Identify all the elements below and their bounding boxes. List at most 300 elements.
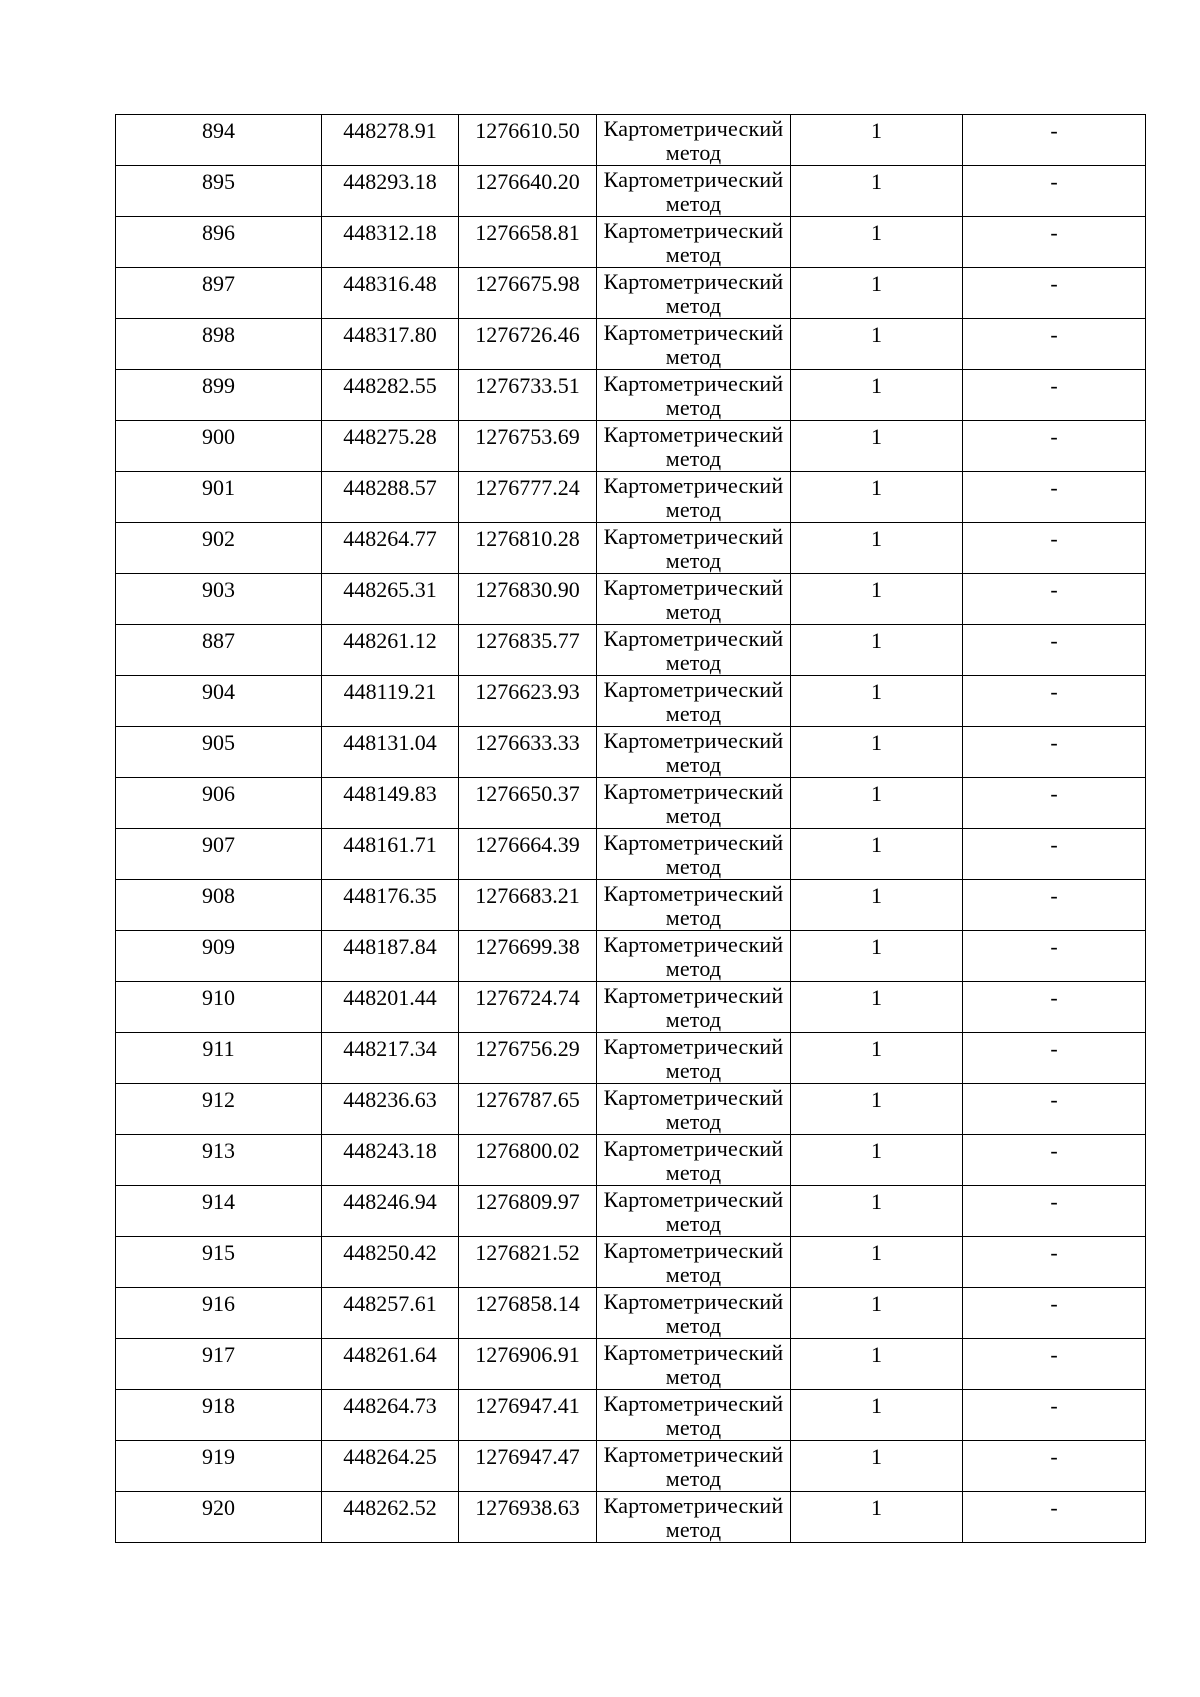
x-coordinate-cell (322, 625, 459, 676)
y-coordinate-cell-text: 1276726.46 (475, 322, 580, 347)
x-coordinate-cell (322, 1135, 459, 1186)
point-number-cell (116, 1084, 322, 1135)
x-coordinate-cell-text: 448119.21 (343, 679, 437, 704)
point-number-cell-text: 900 (202, 424, 235, 449)
y-coordinate-cell (459, 1492, 597, 1543)
note-cell-text: - (1050, 577, 1058, 602)
point-number-cell-text: 894 (202, 118, 235, 143)
x-coordinate-cell-text: 448176.35 (343, 883, 437, 908)
x-coordinate-cell-text: 448264.25 (343, 1444, 437, 1469)
note-cell (963, 370, 1146, 421)
note-cell-text: - (1050, 883, 1058, 908)
x-coordinate-cell-text: 448282.55 (343, 373, 437, 398)
y-coordinate-cell (459, 778, 597, 829)
note-cell-text: - (1050, 1291, 1058, 1316)
x-coordinate-cell (322, 1390, 459, 1441)
method-cell-text: Картометрический метод (603, 677, 784, 726)
point-number-cell-text: 906 (202, 781, 235, 806)
note-cell (963, 115, 1146, 166)
point-number-cell (116, 931, 322, 982)
y-coordinate-cell-text: 1276809.97 (475, 1189, 580, 1214)
point-number-cell-text: 904 (202, 679, 235, 704)
method-cell-text: Картометрический метод (603, 779, 784, 828)
x-coordinate-cell-text: 448265.31 (343, 577, 437, 602)
point-number-cell-text: 919 (202, 1444, 235, 1469)
y-coordinate-cell-text: 1276858.14 (475, 1291, 580, 1316)
table-row (116, 982, 1146, 1033)
note-cell (963, 982, 1146, 1033)
note-cell-text: - (1050, 118, 1058, 143)
method-cell-text: Картометрический метод (603, 371, 784, 420)
accuracy-cell-text: 1 (871, 526, 882, 551)
note-cell (963, 1033, 1146, 1084)
note-cell-text: - (1050, 1495, 1058, 1520)
method-cell (597, 625, 791, 676)
point-number-cell-text: 901 (202, 475, 235, 500)
accuracy-cell (791, 1084, 963, 1135)
note-cell (963, 166, 1146, 217)
y-coordinate-cell-text: 1276947.47 (475, 1444, 580, 1469)
x-coordinate-cell-text: 448250.42 (343, 1240, 437, 1265)
y-coordinate-cell (459, 1084, 597, 1135)
y-coordinate-cell (459, 982, 597, 1033)
x-coordinate-cell (322, 370, 459, 421)
method-cell (597, 1390, 791, 1441)
note-cell (963, 829, 1146, 880)
accuracy-cell-text: 1 (871, 271, 882, 296)
x-coordinate-cell (322, 727, 459, 778)
method-cell-text: Картометрический метод (603, 422, 784, 471)
table-row (116, 727, 1146, 778)
y-coordinate-cell-text: 1276830.90 (475, 577, 580, 602)
y-coordinate-cell (459, 1441, 597, 1492)
method-cell-text: Картометрический метод (603, 881, 784, 930)
point-number-cell (116, 625, 322, 676)
y-coordinate-cell (459, 1339, 597, 1390)
x-coordinate-cell-text: 448246.94 (343, 1189, 437, 1214)
y-coordinate-cell (459, 319, 597, 370)
y-coordinate-cell-text: 1276821.52 (475, 1240, 580, 1265)
note-cell (963, 778, 1146, 829)
x-coordinate-cell-text: 448131.04 (343, 730, 437, 755)
table-row (116, 676, 1146, 727)
x-coordinate-cell-text: 448149.83 (343, 781, 437, 806)
point-number-cell (116, 370, 322, 421)
accuracy-cell (791, 625, 963, 676)
method-cell (597, 880, 791, 931)
x-coordinate-cell (322, 1492, 459, 1543)
accuracy-cell-text: 1 (871, 628, 882, 653)
accuracy-cell-text: 1 (871, 730, 882, 755)
note-cell (963, 1186, 1146, 1237)
y-coordinate-cell-text: 1276683.21 (475, 883, 580, 908)
note-cell-text: - (1050, 1444, 1058, 1469)
method-cell-text: Картометрический метод (603, 983, 784, 1032)
note-cell-text: - (1050, 934, 1058, 959)
method-cell-text: Картометрический метод (603, 830, 784, 879)
table-row (116, 1033, 1146, 1084)
note-cell (963, 1441, 1146, 1492)
method-cell-text: Картометрический метод (603, 1340, 784, 1389)
point-number-cell-text: 908 (202, 883, 235, 908)
accuracy-cell (791, 370, 963, 421)
note-cell (963, 1084, 1146, 1135)
accuracy-cell-text: 1 (871, 322, 882, 347)
method-cell (597, 472, 791, 523)
method-cell (597, 982, 791, 1033)
point-number-cell-text: 915 (202, 1240, 235, 1265)
x-coordinate-cell (322, 778, 459, 829)
method-cell (597, 1084, 791, 1135)
table-row (116, 1135, 1146, 1186)
point-number-cell-text: 920 (202, 1495, 235, 1520)
x-coordinate-cell (322, 1288, 459, 1339)
point-number-cell-text: 910 (202, 985, 235, 1010)
point-number-cell (116, 1237, 322, 1288)
y-coordinate-cell-text: 1276756.29 (475, 1036, 580, 1061)
method-cell-text: Картометрический метод (603, 575, 784, 624)
point-number-cell (116, 1186, 322, 1237)
note-cell-text: - (1050, 475, 1058, 500)
accuracy-cell (791, 472, 963, 523)
method-cell (597, 1186, 791, 1237)
note-cell-text: - (1050, 985, 1058, 1010)
y-coordinate-cell (459, 217, 597, 268)
method-cell (597, 727, 791, 778)
y-coordinate-cell (459, 115, 597, 166)
point-number-cell (116, 829, 322, 880)
x-coordinate-cell (322, 319, 459, 370)
accuracy-cell-text: 1 (871, 1240, 882, 1265)
table-row (116, 1339, 1146, 1390)
method-cell (597, 421, 791, 472)
point-number-cell-text: 914 (202, 1189, 235, 1214)
coordinates-table (115, 114, 1146, 1543)
y-coordinate-cell-text: 1276650.37 (475, 781, 580, 806)
note-cell (963, 727, 1146, 778)
x-coordinate-cell (322, 1084, 459, 1135)
accuracy-cell (791, 421, 963, 472)
table-row (116, 625, 1146, 676)
point-number-cell-text: 898 (202, 322, 235, 347)
x-coordinate-cell (322, 574, 459, 625)
accuracy-cell (791, 931, 963, 982)
point-number-cell (116, 523, 322, 574)
accuracy-cell-text: 1 (871, 934, 882, 959)
x-coordinate-cell-text: 448217.34 (343, 1036, 437, 1061)
table-row (116, 778, 1146, 829)
point-number-cell (116, 319, 322, 370)
x-coordinate-cell-text: 448288.57 (343, 475, 437, 500)
method-cell-text: Картометрический метод (603, 116, 784, 165)
note-cell-text: - (1050, 1189, 1058, 1214)
point-number-cell (116, 421, 322, 472)
method-cell (597, 115, 791, 166)
note-cell (963, 1135, 1146, 1186)
point-number-cell-text: 913 (202, 1138, 235, 1163)
y-coordinate-cell (459, 676, 597, 727)
method-cell (597, 1135, 791, 1186)
accuracy-cell-text: 1 (871, 577, 882, 602)
y-coordinate-cell (459, 166, 597, 217)
x-coordinate-cell (322, 676, 459, 727)
x-coordinate-cell-text: 448236.63 (343, 1087, 437, 1112)
point-number-cell-text: 896 (202, 220, 235, 245)
x-coordinate-cell-text: 448187.84 (343, 934, 437, 959)
x-coordinate-cell (322, 115, 459, 166)
point-number-cell-text: 916 (202, 1291, 235, 1316)
accuracy-cell (791, 574, 963, 625)
note-cell-text: - (1050, 832, 1058, 857)
x-coordinate-cell (322, 829, 459, 880)
accuracy-cell (791, 676, 963, 727)
method-cell-text: Картометрический метод (603, 1289, 784, 1338)
y-coordinate-cell (459, 1135, 597, 1186)
method-cell-text: Картометрический метод (603, 1187, 784, 1236)
note-cell-text: - (1050, 1138, 1058, 1163)
table-row (116, 217, 1146, 268)
accuracy-cell-text: 1 (871, 475, 882, 500)
note-cell-text: - (1050, 730, 1058, 755)
table-row (116, 931, 1146, 982)
x-coordinate-cell-text: 448293.18 (343, 169, 437, 194)
note-cell (963, 217, 1146, 268)
x-coordinate-cell-text: 448262.52 (343, 1495, 437, 1520)
accuracy-cell (791, 829, 963, 880)
point-number-cell (116, 217, 322, 268)
method-cell (597, 268, 791, 319)
table-row (116, 115, 1146, 166)
method-cell (597, 1237, 791, 1288)
note-cell (963, 472, 1146, 523)
y-coordinate-cell-text: 1276777.24 (475, 475, 580, 500)
x-coordinate-cell-text: 448261.12 (343, 628, 437, 653)
x-coordinate-cell (322, 880, 459, 931)
x-coordinate-cell (322, 523, 459, 574)
accuracy-cell (791, 778, 963, 829)
note-cell (963, 1492, 1146, 1543)
accuracy-cell-text: 1 (871, 832, 882, 857)
point-number-cell-text: 899 (202, 373, 235, 398)
note-cell-text: - (1050, 679, 1058, 704)
accuracy-cell (791, 982, 963, 1033)
note-cell (963, 421, 1146, 472)
y-coordinate-cell-text: 1276787.65 (475, 1087, 580, 1112)
accuracy-cell-text: 1 (871, 781, 882, 806)
y-coordinate-cell-text: 1276640.20 (475, 169, 580, 194)
accuracy-cell (791, 1441, 963, 1492)
table-row (116, 523, 1146, 574)
method-cell-text: Картометрический метод (603, 1442, 784, 1491)
y-coordinate-cell-text: 1276835.77 (475, 628, 580, 653)
accuracy-cell-text: 1 (871, 1036, 882, 1061)
method-cell (597, 1033, 791, 1084)
note-cell-text: - (1050, 169, 1058, 194)
y-coordinate-cell-text: 1276610.50 (475, 118, 580, 143)
accuracy-cell-text: 1 (871, 883, 882, 908)
accuracy-cell (791, 217, 963, 268)
point-number-cell-text: 911 (202, 1036, 235, 1061)
table-row (116, 319, 1146, 370)
table-row (116, 1288, 1146, 1339)
accuracy-cell (791, 115, 963, 166)
x-coordinate-cell (322, 982, 459, 1033)
method-cell-text: Картометрический метод (603, 320, 784, 369)
accuracy-cell-text: 1 (871, 169, 882, 194)
x-coordinate-cell-text: 448264.77 (343, 526, 437, 551)
y-coordinate-cell-text: 1276938.63 (475, 1495, 580, 1520)
note-cell-text: - (1050, 1087, 1058, 1112)
note-cell (963, 1339, 1146, 1390)
accuracy-cell (791, 880, 963, 931)
point-number-cell-text: 918 (202, 1393, 235, 1418)
y-coordinate-cell-text: 1276733.51 (475, 373, 580, 398)
method-cell (597, 829, 791, 880)
note-cell (963, 676, 1146, 727)
accuracy-cell-text: 1 (871, 1393, 882, 1418)
y-coordinate-cell (459, 472, 597, 523)
note-cell (963, 319, 1146, 370)
method-cell (597, 166, 791, 217)
accuracy-cell (791, 1135, 963, 1186)
point-number-cell-text: 905 (202, 730, 235, 755)
table-row (116, 1492, 1146, 1543)
y-coordinate-cell-text: 1276906.91 (475, 1342, 580, 1367)
point-number-cell (116, 778, 322, 829)
x-coordinate-cell-text: 448316.48 (343, 271, 437, 296)
point-number-cell-text: 909 (202, 934, 235, 959)
method-cell-text: Картометрический метод (603, 1136, 784, 1185)
y-coordinate-cell-text: 1276675.98 (475, 271, 580, 296)
accuracy-cell-text: 1 (871, 985, 882, 1010)
point-number-cell (116, 115, 322, 166)
method-cell-text: Картометрический метод (603, 1085, 784, 1134)
x-coordinate-cell (322, 472, 459, 523)
y-coordinate-cell (459, 829, 597, 880)
accuracy-cell-text: 1 (871, 1087, 882, 1112)
point-number-cell-text: 917 (202, 1342, 235, 1367)
y-coordinate-cell-text: 1276724.74 (475, 985, 580, 1010)
point-number-cell (116, 1135, 322, 1186)
note-cell (963, 574, 1146, 625)
method-cell (597, 1492, 791, 1543)
y-coordinate-cell (459, 370, 597, 421)
table-row (116, 166, 1146, 217)
table-row (116, 1441, 1146, 1492)
point-number-cell (116, 1339, 322, 1390)
point-number-cell (116, 982, 322, 1033)
method-cell-text: Картометрический метод (603, 1391, 784, 1440)
x-coordinate-cell-text: 448264.73 (343, 1393, 437, 1418)
note-cell-text: - (1050, 1240, 1058, 1265)
y-coordinate-cell (459, 727, 597, 778)
note-cell (963, 268, 1146, 319)
y-coordinate-cell (459, 1237, 597, 1288)
x-coordinate-cell (322, 268, 459, 319)
point-number-cell-text: 895 (202, 169, 235, 194)
accuracy-cell-text: 1 (871, 1444, 882, 1469)
note-cell (963, 523, 1146, 574)
y-coordinate-cell (459, 574, 597, 625)
accuracy-cell (791, 727, 963, 778)
point-number-cell (116, 676, 322, 727)
point-number-cell (116, 727, 322, 778)
point-number-cell (116, 880, 322, 931)
point-number-cell (116, 1441, 322, 1492)
y-coordinate-cell-text: 1276800.02 (475, 1138, 580, 1163)
x-coordinate-cell (322, 421, 459, 472)
coordinates-table-body (116, 115, 1146, 1543)
method-cell (597, 1441, 791, 1492)
x-coordinate-cell (322, 217, 459, 268)
method-cell (597, 319, 791, 370)
accuracy-cell-text: 1 (871, 1138, 882, 1163)
method-cell (597, 217, 791, 268)
note-cell-text: - (1050, 1342, 1058, 1367)
note-cell-text: - (1050, 628, 1058, 653)
accuracy-cell (791, 1288, 963, 1339)
method-cell (597, 523, 791, 574)
table-row (116, 1084, 1146, 1135)
y-coordinate-cell-text: 1276699.38 (475, 934, 580, 959)
table-row (116, 574, 1146, 625)
table-row (116, 1186, 1146, 1237)
accuracy-cell (791, 166, 963, 217)
method-cell (597, 1339, 791, 1390)
table-row (116, 1390, 1146, 1441)
point-number-cell (116, 1492, 322, 1543)
method-cell-text: Картометрический метод (603, 218, 784, 267)
x-coordinate-cell (322, 1339, 459, 1390)
note-cell-text: - (1050, 271, 1058, 296)
note-cell-text: - (1050, 1036, 1058, 1061)
x-coordinate-cell (322, 1186, 459, 1237)
method-cell-text: Картометрический метод (603, 1238, 784, 1287)
point-number-cell (116, 166, 322, 217)
y-coordinate-cell (459, 523, 597, 574)
x-coordinate-cell (322, 1441, 459, 1492)
x-coordinate-cell-text: 448257.61 (343, 1291, 437, 1316)
accuracy-cell-text: 1 (871, 679, 882, 704)
point-number-cell (116, 472, 322, 523)
table-row (116, 829, 1146, 880)
note-cell (963, 931, 1146, 982)
method-cell (597, 370, 791, 421)
accuracy-cell-text: 1 (871, 118, 882, 143)
note-cell (963, 625, 1146, 676)
x-coordinate-cell-text: 448161.71 (343, 832, 437, 857)
y-coordinate-cell (459, 1390, 597, 1441)
note-cell-text: - (1050, 424, 1058, 449)
note-cell (963, 1288, 1146, 1339)
x-coordinate-cell-text: 448275.28 (343, 424, 437, 449)
note-cell-text: - (1050, 220, 1058, 245)
x-coordinate-cell (322, 166, 459, 217)
y-coordinate-cell (459, 1288, 597, 1339)
table-row (116, 268, 1146, 319)
accuracy-cell (791, 268, 963, 319)
accuracy-cell (791, 1186, 963, 1237)
y-coordinate-cell-text: 1276753.69 (475, 424, 580, 449)
accuracy-cell (791, 1390, 963, 1441)
note-cell-text: - (1050, 1393, 1058, 1418)
method-cell-text: Картометрический метод (603, 167, 784, 216)
point-number-cell-text: 887 (202, 628, 235, 653)
y-coordinate-cell (459, 1186, 597, 1237)
point-number-cell (116, 268, 322, 319)
y-coordinate-cell-text: 1276947.41 (475, 1393, 580, 1418)
accuracy-cell (791, 1237, 963, 1288)
